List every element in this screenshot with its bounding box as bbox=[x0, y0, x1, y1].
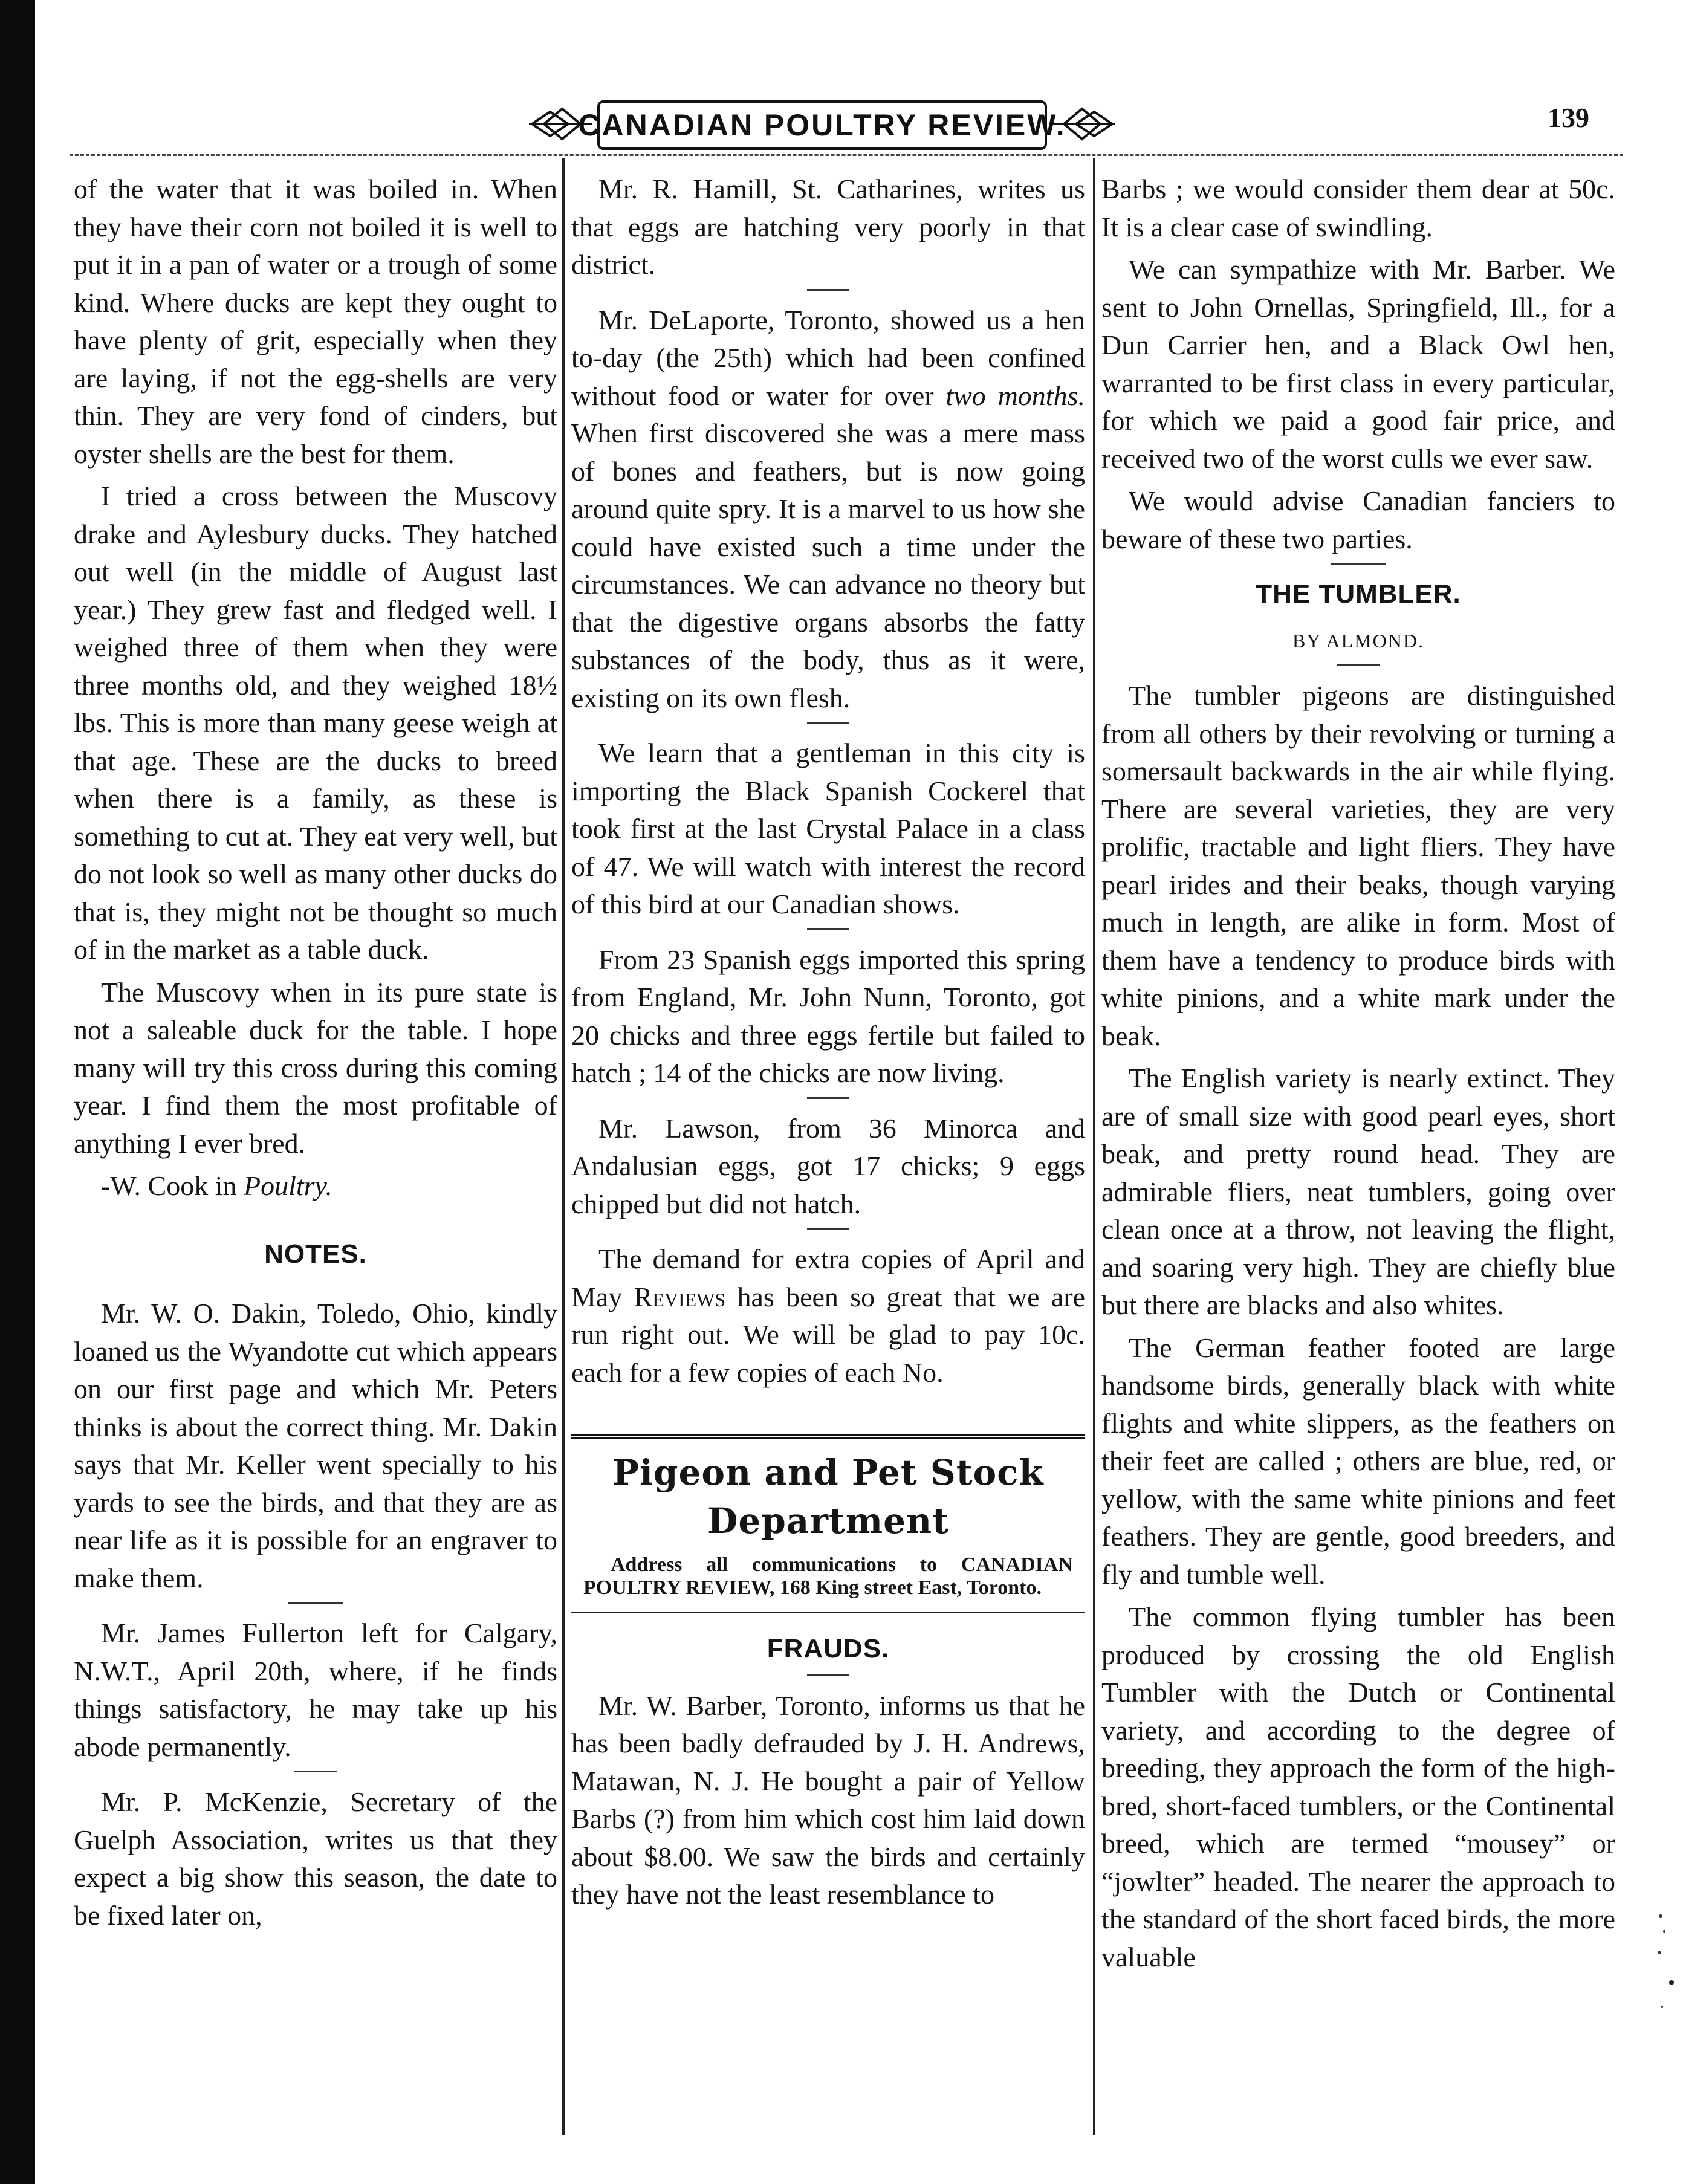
department-rule-top bbox=[571, 1434, 1085, 1439]
paragraph: We would advise Canadian fanciers to beware of these two parties. bbox=[1101, 485, 1615, 554]
paragraph: The Muscovy when in its pure state is not a saleable duck for the table. I hope many will try this cross during this coming year. I find them the most profitable of anything I ever bred. bbox=[74, 976, 557, 1159]
masthead-title: CANADIAN POULTRY REVIEW. bbox=[578, 108, 1066, 142]
header-rule bbox=[70, 154, 1623, 156]
column-3 bbox=[1101, 170, 1615, 1981]
paragraph: From 23 Spanish eggs imported this spring from England, Mr. John Nunn, Toronto, got 20 chicks and three eggs fertile but failed to hatch ; 14 of the chicks are now living. bbox=[571, 944, 1085, 1088]
scan-edge bbox=[0, 0, 35, 2184]
paragraph: I tried a cross between the Muscovy drake and Aylesbury ducks. They hatched out well (in the middle of August last year.) They grew fast and fledged well. I weighed three of them when they were three months old, and they weighed 18½ lbs. This is more than many geese weigh at that age. These are the ducks to breed when there is a family, as these is something to cut at. They eat very well, but do not look so well as many other ducks do that is, they might not be thought so much of in the market as a table duck. bbox=[74, 481, 557, 965]
paragraph: The German feather footed are large handsome birds, generally black with white flights and white slippers, as the feathers on their feet are called ; others are blue, red, or yellow, with the same white pinions and feet feathers. They are gentle, good breeders, and fly and tumble well. bbox=[1101, 1332, 1615, 1590]
paragraph: of the water that it was boiled in. When they have their corn not boiled it is well to put it in a pan of water or a trough of some kind. Where ducks are kept they ought to have plenty of grit, especially when they are laying, if not the egg-shells are very thin. They are very fond of cinders, but oyster shells are the best for them. bbox=[74, 173, 557, 469]
paragraph: We can sympathize with Mr. Barber. We sent to John Ornellas, Springfield, Ill., for a Dun Carrier hen, and a Black Owl hen, warranted to be first class in every particular, for which we paid a good fair price, and received two of the worst culls we ever saw. bbox=[1101, 254, 1615, 474]
tumbler-heading: THE TUMBLER. bbox=[1256, 579, 1461, 609]
frauds-heading: FRAUDS. bbox=[767, 1634, 890, 1664]
separator bbox=[1337, 664, 1380, 666]
paragraph: The tumbler pigeons are distinguished from all others by their revolving or turning a somersault backwards in the air while flying. There are several varieties, they are very prolific, tractable and light fliers. They have pearl irides and their beaks, though varying much in length, are alike in form. Most of them have a tendency to produce birds with white pinions, and a white mark under the beak. bbox=[1101, 680, 1615, 1051]
note-paragraph: Mr. James Fullerton left for Calgary, N.W.T., April 20th, where, if he finds things satisfactory, he may take up his abode permanently. bbox=[74, 1618, 557, 1762]
paragraph bbox=[571, 1240, 1085, 1392]
paragraph: We learn that a gentleman in this city is importing the Black Spanish Cockerel that took first at the last Crystal Palace in a class of 47. We will watch with interest the record of this bird at our Canadian shows. bbox=[571, 737, 1085, 919]
column-rule-right bbox=[1093, 158, 1095, 2135]
separator bbox=[1331, 563, 1386, 565]
separator bbox=[294, 1771, 337, 1772]
department-title: Pigeon and Pet Stock Department bbox=[612, 1452, 1044, 1541]
scan-specks bbox=[1653, 1904, 1678, 2061]
paragraph: Mr. W. Barber, Toronto, informs us that he has been badly defrauded by J. H. Andrews, Matawan, N. J. He bought a pair of Yellow Barbs (?) from him which cost him laid down about $8.00. We saw the birds and certainly they have not the least resemblance to bbox=[571, 1690, 1085, 1910]
text-run: has been so great that we are run right out. We will be glad to pay 10c. each for a few copies of each No. bbox=[571, 1281, 1085, 1388]
signature-author: -W. Cook in bbox=[101, 1170, 244, 1201]
text-run: When first discovered she was a mere mass of bones and feathers, but is now going around quite spry. It is a marvel to us how she could have existed such a time under the circumstances. We can advance no theory but that the digestive organs absorbs the fatty substances of the body, thus as it were, existing on its own flesh. bbox=[571, 418, 1085, 713]
signature bbox=[74, 1167, 557, 1205]
separator bbox=[807, 1097, 849, 1099]
emphasis: two months. bbox=[945, 380, 1085, 411]
signature-source: Poultry. bbox=[243, 1170, 332, 1201]
text-run: Mr. DeLaporte, Toronto, showed us a hen to-day (the 25th) which had been confined without food or water for over bbox=[571, 304, 1085, 411]
masthead bbox=[526, 91, 1118, 157]
column-2 bbox=[571, 170, 1085, 1919]
column-1 bbox=[74, 170, 557, 1939]
page-number: 139 bbox=[1548, 102, 1589, 133]
small-caps-run: Reviews bbox=[634, 1281, 726, 1312]
separator bbox=[807, 289, 849, 291]
column-rule-left bbox=[562, 158, 565, 2135]
notes-heading: NOTES. bbox=[264, 1239, 367, 1269]
text-run: The demand for extra copies of April and May bbox=[571, 1243, 1085, 1312]
paragraph: The English variety is nearly extinct. They are of small size with good pearl eyes, short beak, and pretty round head. They are admirable fliers, neat tumblers, going over clean once at a throw, not leaving the flight, and soaring very high. They are chiefly blue but there are blacks and also whites. bbox=[1101, 1063, 1615, 1320]
paragraph: Mr. Lawson, from 36 Minorca and Andalusian eggs, got 17 chicks; 9 eggs chipped but did not hatch. bbox=[571, 1112, 1085, 1219]
paragraph bbox=[571, 302, 1085, 718]
separator bbox=[807, 722, 849, 724]
department-address: Address all communications to CANADIAN POULTRY REVIEW, 168 King street East, Toronto. bbox=[583, 1554, 1073, 1599]
separator bbox=[288, 1602, 343, 1604]
paragraph: The common flying tumbler has been produced by crossing the old English Tumbler with the Dutch or Continental variety, and according to the degree of breeding, they approach the form of the high-bred, short-faced tumblers, or the Continental breed, which are termed “mousey” or “jowlter” headed. The nearer the approach to the standard of the short faced birds, the more valuable bbox=[1101, 1601, 1615, 1972]
byline: BY ALMOND. bbox=[1292, 629, 1424, 652]
separator bbox=[807, 1228, 849, 1230]
separator bbox=[807, 928, 849, 930]
paragraph: Barbs ; we would consider them dear at 50c. It is a clear case of swindling. bbox=[1101, 173, 1615, 242]
note-paragraph: Mr. W. O. Dakin, Toledo, Ohio, kindly loaned us the Wyandotte cut which appears on our first page and which Mr. Peters thinks is about the correct thing. Mr. Dakin says that Mr. Keller went specially to his yards to see the birds, and that they are as near life as it is possible for an engraver to make them. bbox=[74, 1298, 557, 1593]
department-rule-bottom bbox=[571, 1612, 1085, 1613]
separator bbox=[807, 1674, 849, 1676]
note-paragraph: Mr. P. McKenzie, Secretary of the Guelph Association, writes us that they expect a big show this season, the date to be fixed later on, bbox=[74, 1786, 557, 1931]
paragraph: Mr. R. Hamill, St. Catharines, writes us that eggs are hatching very poorly in that district. bbox=[571, 173, 1085, 280]
